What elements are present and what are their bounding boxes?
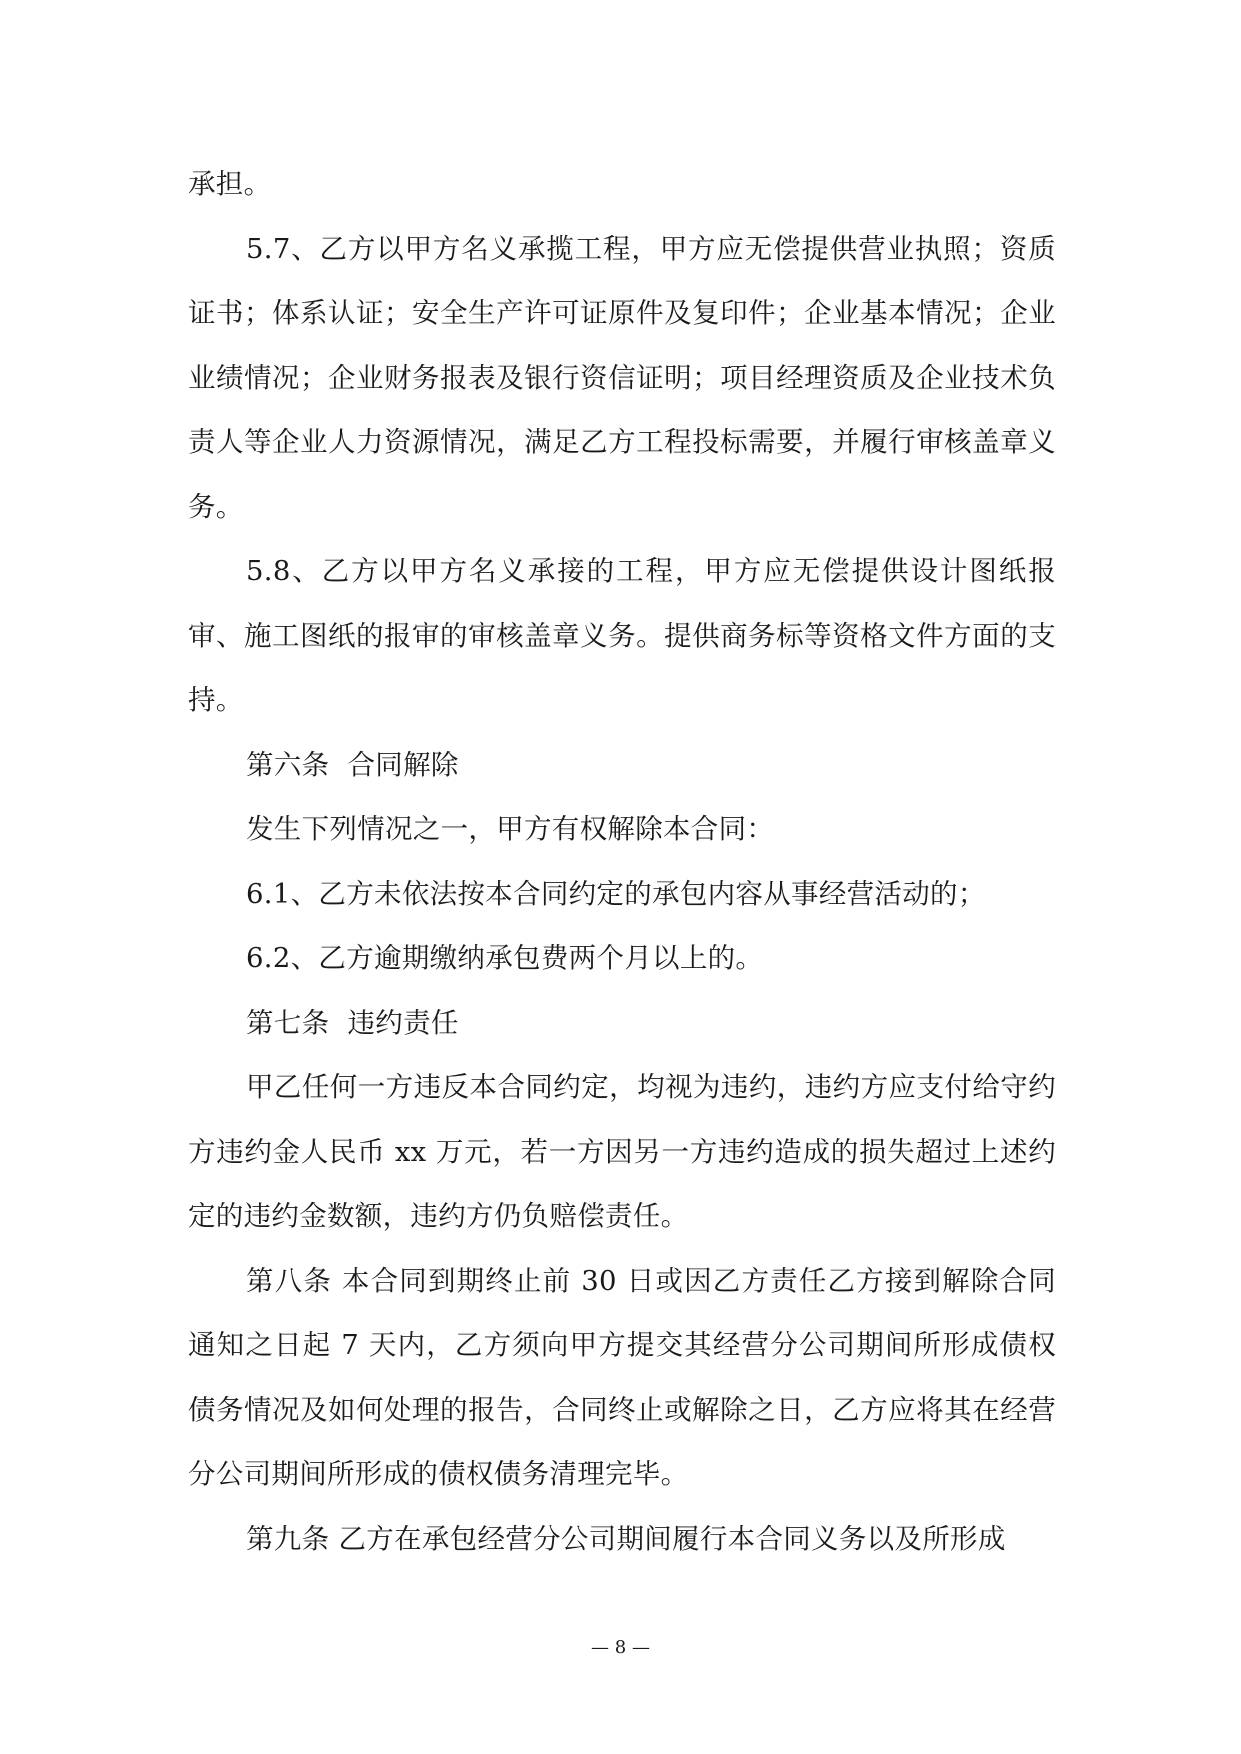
clause-6-1: 6.1、乙方未依法按本合同约定的承包内容从事经营活动的； [246, 877, 986, 910]
paragraph-continuation: 承担。 [188, 168, 272, 200]
page-number: — 8 — [591, 1637, 650, 1658]
article-6-heading: 第六条 合同解除 [246, 748, 459, 781]
article-8: 第八条 本合同到期终止前 30 日或因乙方责任乙方接到解除合同通知之日起 7 天内，乙方须向甲方提交其经营分公司期间所形成债权债务情况及如何处理的报告，合同终止或解除之日，乙方应将其在经营分公司期间所形成的债权债务清理完毕。 [188, 1264, 1056, 1490]
article-7-heading: 第七条 违约责任 [246, 1006, 459, 1039]
clause-5-8: 5.8、乙方以甲方名义承接的工程，甲方应无偿提供设计图纸报审、施工图纸的报审的审核盖章义务。提供商务标等资格文件方面的支持。 [188, 555, 1056, 716]
article-9: 第九条 乙方在承包经营分公司期间履行本合同义务以及所形成 [246, 1522, 1006, 1555]
document-body [188, 152, 1056, 1571]
clause-5-7: 5.7、乙方以甲方名义承揽工程，甲方应无偿提供营业执照；资质证书；体系认证；安全生产许可证原件及复印件；企业基本情况；企业业绩情况；企业财务报表及银行资信证明；项目经理资质及企业技术负责人等企业人力资源情况，满足乙方工程投标需要，并履行审核盖章义务。 [188, 232, 1056, 523]
clause-6-2: 6.2、乙方逾期缴纳承包费两个月以上的。 [246, 942, 764, 974]
article-7-body: 甲乙任何一方违反本合同约定，均视为违约，违约方应支付给守约方违约金人民币 xx 万元，若一方因另一方违约造成的损失超过上述约定的违约金数额，违约方仍负赔偿责任。 [188, 1071, 1056, 1232]
article-6-intro: 发生下列情况之一，甲方有权解除本合同： [246, 813, 775, 845]
